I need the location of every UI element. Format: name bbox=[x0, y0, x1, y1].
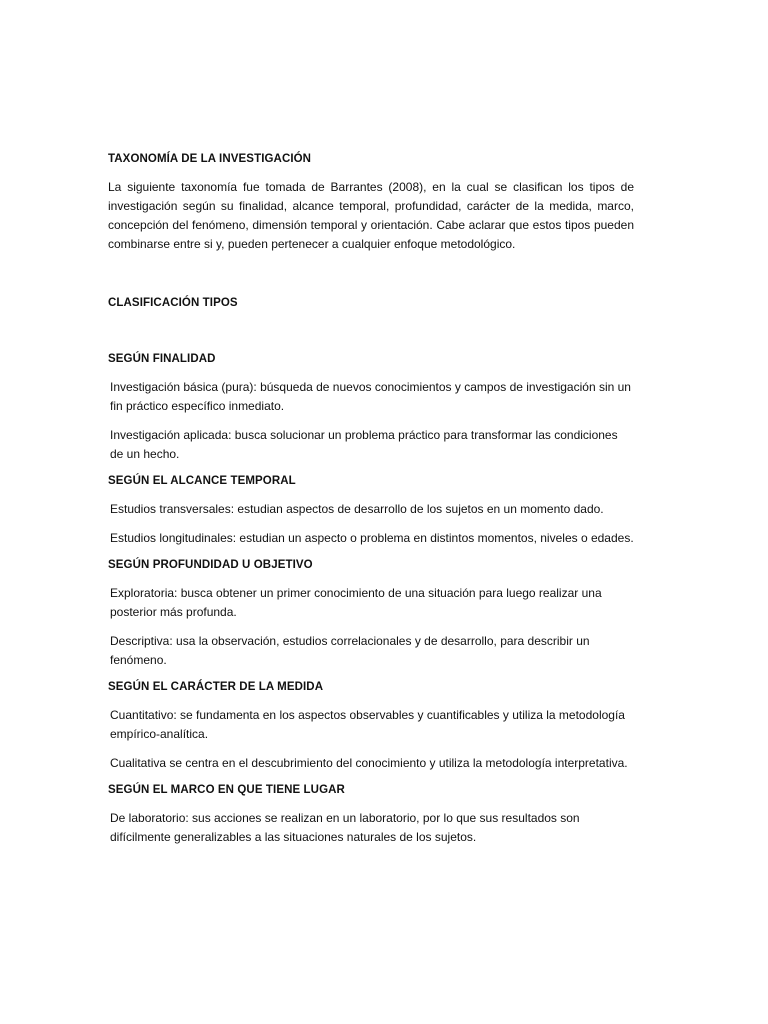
section-heading-caracter-medida: SEGÚN EL CARÁCTER DE LA MEDIDA bbox=[108, 681, 324, 693]
section-item-aplicada: Investigación aplicada: busca solucionar un problema práctico para transformar las condiciones de un hecho. bbox=[110, 428, 618, 461]
section-heading-finalidad: SEGÚN FINALIDAD bbox=[108, 353, 216, 365]
section-item-descriptiva: Descriptiva: usa la observación, estudios correlacionales y de desarrollo, para describir un fenómeno. bbox=[110, 634, 590, 667]
section-item-transversales: Estudios transversales: estudian aspectos de desarrollo de los sujetos en un momento dado. bbox=[110, 502, 604, 516]
section-item-basica: Investigación básica (pura): búsqueda de nuevos conocimientos y campos de investigación sin un fin práctico específico inmediato. bbox=[110, 380, 631, 413]
document-body bbox=[108, 150, 634, 847]
section-heading-profundidad: SEGÚN PROFUNDIDAD U OBJETIVO bbox=[108, 559, 313, 571]
intro-paragraph: La siguiente taxonomía fue tomada de Barrantes (2008), en la cual se clasifican los tipos de investigación según su finalidad, alcance temporal, profundidad, carácter de la medida, marco, concepción del fenómeno, dimensión temporal y orientación. Cabe aclarar que estos tipos pueden combinarse entre si y, pueden pertenecer a cualquier enfoque metodológico. bbox=[108, 180, 634, 251]
section-heading-marco: SEGÚN EL MARCO EN QUE TIENE LUGAR bbox=[108, 784, 345, 796]
section-item-cualitativa: Cualitativa se centra en el descubrimiento del conocimiento y utiliza la metodología interpretativa. bbox=[110, 756, 628, 770]
section-item-cuantitativo: Cuantitativo: se fundamenta en los aspectos observables y cuantificables y utiliza la metodología empírico-analítica. bbox=[110, 708, 625, 741]
classification-heading: CLASIFICACIÓN TIPOS bbox=[108, 297, 238, 309]
section-heading-alcance-temporal: SEGÚN EL ALCANCE TEMPORAL bbox=[108, 475, 296, 487]
section-item-exploratoria: Exploratoria: busca obtener un primer conocimiento de una situación para luego realizar una posterior más profunda. bbox=[110, 586, 602, 619]
section-item-longitudinales: Estudios longitudinales: estudian un aspecto o problema en distintos momentos, niveles o edades. bbox=[110, 531, 634, 545]
document-title: TAXONOMÍA DE LA INVESTIGACIÓN bbox=[108, 153, 312, 165]
section-item-laboratorio: De laboratorio: sus acciones se realizan en un laboratorio, por lo que sus resultados son difícilmente generalizables a las situaciones naturales de los sujetos. bbox=[110, 811, 580, 844]
